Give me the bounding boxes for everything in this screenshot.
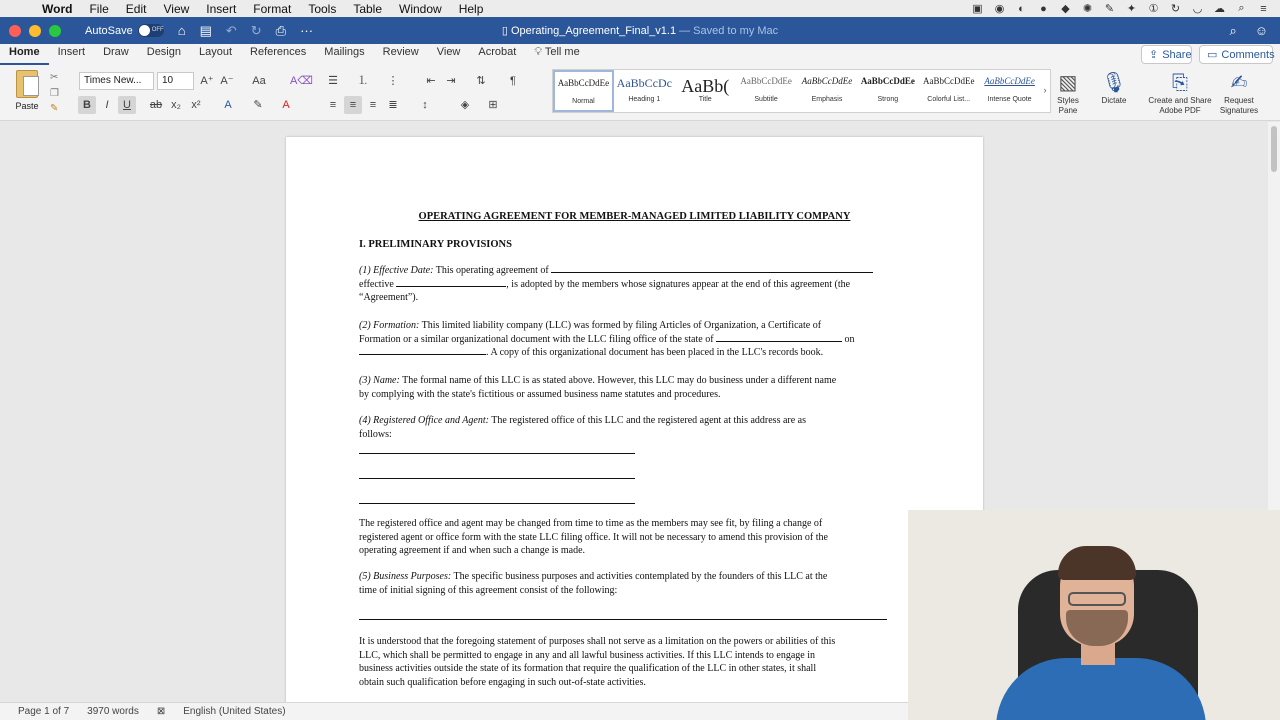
document-title [0, 24, 1280, 37]
tell-me-label: Tell me [544, 46, 580, 58]
wifi-icon[interactable]: ◡ [1192, 3, 1203, 15]
font-color-icon[interactable]: A [282, 99, 290, 111]
blank-line[interactable] [396, 278, 506, 287]
style-intense-quote[interactable] [979, 70, 1040, 112]
paragraph-formation [359, 319, 909, 360]
document-page[interactable] [286, 137, 983, 702]
para-label: (4) Registered Office and Agent: [359, 415, 489, 426]
style-preview: AaBb( [681, 76, 730, 96]
style-emphasis[interactable] [797, 70, 858, 112]
para-text: obtain such qualification before engaging in such out-of-state activities. [359, 676, 646, 688]
sync-icon[interactable]: ↻ [1170, 3, 1181, 15]
one-password-icon[interactable]: ① [1148, 3, 1159, 15]
style-preview: AaBbCcDc [616, 76, 672, 90]
wrench-icon[interactable]: ✎ [1104, 3, 1115, 15]
webcam-overlay [908, 510, 1280, 720]
document-heading: OPERATING AGREEMENT FOR MEMBER-MANAGED LIMITED LIABILITY COMPANY [418, 211, 851, 222]
decrease-indent-icon[interactable]: ⇤ [426, 75, 436, 87]
blank-line[interactable] [359, 503, 635, 504]
dictate-button[interactable] [1096, 70, 1132, 106]
font-name-value: Times New... [84, 75, 142, 86]
tab-layout[interactable]: Layout [199, 46, 233, 58]
underline-icon[interactable]: U [118, 96, 136, 114]
paragraph-effective-date [359, 264, 909, 305]
autosave-state: OFF [151, 27, 164, 33]
text-effects-icon[interactable]: A [224, 99, 232, 111]
share-icon: ⇪ [1149, 49, 1159, 61]
pdf-icon: ⎘ [1172, 72, 1188, 94]
menu-format[interactable]: Format [253, 1, 292, 16]
screen-record-icon[interactable]: ◉ [994, 3, 1005, 15]
comments-label: Comments [1221, 48, 1275, 61]
shrink-font-icon[interactable]: A⁻ [220, 75, 234, 87]
align-center-icon[interactable]: ≡ [344, 96, 362, 114]
para-text: effective [359, 278, 394, 290]
zoom-window-button[interactable] [49, 25, 61, 37]
para-text: time of initial signing of this agreement consist of the following: [359, 584, 618, 596]
paragraph-purpose-limitation [359, 635, 909, 689]
webcam-presenter-glasses [1068, 592, 1126, 606]
clear-formatting-icon[interactable]: A⌫ [290, 75, 313, 87]
ribbon-tabs [0, 44, 1280, 65]
undo-icon[interactable]: ↶ [225, 22, 237, 38]
minimize-window-button[interactable] [29, 25, 41, 37]
style-colorful-list[interactable] [918, 70, 979, 112]
format-painter-icon[interactable]: ✎ [50, 103, 59, 114]
request-signatures-button[interactable] [1217, 70, 1261, 116]
tab-view[interactable]: View [436, 46, 461, 58]
style-preview: AaBbCcDdEe [740, 76, 792, 86]
change-case-icon[interactable]: Aa [252, 75, 266, 87]
style-name: Strong [877, 96, 899, 103]
bullets-icon[interactable]: ☰ [328, 75, 338, 87]
para-label: (3) Name: [359, 375, 400, 386]
ribbon-home [0, 65, 1280, 121]
style-name: Title [698, 96, 712, 103]
increase-indent-icon[interactable]: ⇥ [446, 75, 456, 87]
style-preview: AaBbCcDdEe [860, 76, 915, 86]
paste-button[interactable] [8, 70, 46, 111]
para-text: This limited liability company (LLC) was formed by filing Articles of Organization, a Certificate of [421, 320, 822, 331]
numbering-icon[interactable]: ⒈ [357, 75, 369, 87]
style-name: Colorful List... [927, 96, 971, 103]
share-label: Share [1162, 48, 1192, 61]
menu-view[interactable]: View [163, 1, 190, 16]
chevron-right-icon[interactable]: › [1043, 85, 1047, 95]
tab-acrobat[interactable]: Acrobat [478, 46, 517, 58]
app-icon[interactable]: ◆ [1061, 3, 1070, 15]
bold-icon[interactable]: B [78, 96, 96, 114]
menu-table[interactable]: Table [353, 1, 383, 16]
tab-insert[interactable]: Insert [57, 46, 86, 58]
style-name: Intense Quote [987, 96, 1032, 103]
menu-edit[interactable]: Edit [125, 1, 147, 16]
para-text: by complying with the state's fictitious or assumed business name statutes and procedures. [359, 388, 721, 400]
para-text: The specific business purposes and activities contemplated by the founders of this LLC at the [453, 571, 828, 582]
highlight-icon[interactable]: ✎ [253, 99, 263, 111]
cut-icon[interactable]: ✂ [50, 72, 59, 83]
para-text: Formation or a similar organizational document with the LLC filing office of the state of [359, 333, 714, 345]
blank-line[interactable] [716, 333, 842, 342]
mac-menubar [0, 0, 1280, 17]
language-indicator[interactable]: English (United States) [183, 706, 286, 717]
font-size-value: 10 [162, 75, 174, 86]
autosave-toggle[interactable] [85, 24, 164, 37]
menu-tools[interactable]: Tools [308, 1, 337, 16]
style-name: Emphasis [811, 96, 843, 103]
para-text: on [844, 333, 855, 345]
para-text: The registered office and agent may be changed from time to time as the members may see fit, by filing a change of [359, 518, 823, 529]
tab-design[interactable]: Design [146, 46, 181, 58]
para-text: operating agreement if and when such a change is made. [359, 545, 586, 557]
borders-icon[interactable]: ⊞ [488, 99, 498, 111]
extension-icon[interactable]: ◐ [1018, 2, 1025, 15]
print-icon[interactable]: ⎙ [275, 22, 287, 38]
autosave-switch[interactable] [138, 24, 164, 37]
justify-icon[interactable]: ≣ [388, 99, 398, 111]
superscript-icon[interactable]: x² [191, 99, 201, 111]
paragraph-registered-office [359, 414, 909, 441]
tab-tell-me[interactable] [525, 44, 588, 65]
strikethrough-icon[interactable]: ab [149, 99, 163, 111]
paragraph-agent-change [359, 517, 909, 558]
document-icon: ▯ [501, 25, 508, 37]
style-name: Heading 1 [628, 96, 661, 103]
menu-window[interactable]: Window [399, 1, 442, 16]
blank-line[interactable] [359, 346, 486, 355]
tab-review[interactable]: Review [382, 46, 419, 58]
style-name: Normal [572, 98, 595, 105]
style-subtitle[interactable] [736, 70, 797, 112]
para-text: The formal name of this LLC is as stated above. However, this LLC may do business under a different name [402, 375, 837, 386]
para-label: (5) Business Purposes: [359, 571, 452, 582]
control-center-icon[interactable]: ≡ [1260, 2, 1267, 15]
dictate-label: Dictate [1101, 96, 1127, 105]
style-name: Subtitle [754, 96, 778, 103]
para-text: business activities outside the state of its formation that require the qualification of the LLC in other states, it shall [359, 663, 817, 675]
paste-label: Paste [15, 101, 39, 111]
style-preview: AaBbCcDdEe [557, 78, 610, 88]
camera-icon[interactable]: ▣ [972, 3, 983, 15]
para-text: “Agreement”). [359, 292, 419, 304]
page-count[interactable]: Page 1 of 7 [18, 706, 70, 717]
line-spacing-icon[interactable]: ↕ [422, 99, 428, 111]
style-preview: AaBbCcDdEe [801, 76, 853, 86]
document-name: Operating_Agreement_Final_v1.1 [510, 25, 677, 37]
close-window-button[interactable] [9, 25, 21, 37]
menu-file[interactable]: File [89, 1, 109, 16]
styles-pane-label: Styles Pane [1057, 96, 1079, 115]
menu-help[interactable]: Help [458, 1, 484, 16]
autosave-label: AutoSave [85, 24, 133, 37]
grammarly-icon[interactable]: ● [1040, 2, 1047, 15]
request-sig-label: Request Signatures [1219, 96, 1259, 115]
create-share-pdf-button[interactable] [1144, 70, 1216, 116]
tab-mailings[interactable]: Mailings [324, 46, 365, 58]
menu-app-word[interactable]: Word [42, 1, 73, 16]
gear-icon[interactable]: ✺ [1082, 3, 1093, 15]
styles-pane-button[interactable] [1054, 70, 1082, 116]
para-label: (2) Formation: [359, 320, 420, 331]
style-normal[interactable] [553, 70, 614, 112]
style-preview: AaBbCcDdEe [922, 76, 975, 86]
font-name-select[interactable] [79, 72, 154, 90]
clipboard-icon [16, 70, 38, 98]
tab-references[interactable]: References [250, 46, 307, 58]
para-text: This operating agreement of [435, 265, 549, 276]
more-icon[interactable]: ··· [300, 23, 314, 38]
comment-icon: ▭ [1207, 49, 1218, 61]
style-preview: AaBbCcDdEe [984, 76, 1035, 86]
menu-insert[interactable]: Insert [206, 1, 237, 16]
subscript-icon[interactable]: x₂ [171, 99, 181, 111]
search-icon[interactable]: ⌕ [1238, 2, 1245, 14]
blank-line[interactable] [359, 478, 635, 479]
italic-icon[interactable]: I [105, 99, 109, 111]
font-size-select[interactable] [157, 72, 194, 90]
pin-icon[interactable]: ✦ [1126, 3, 1137, 15]
microphone-icon: 🎙︎ [1101, 72, 1127, 94]
section-heading: I. PRELIMINARY PROVISIONS [359, 239, 512, 250]
para-text: The registered office of this LLC and the registered agent at this address are as [491, 415, 806, 426]
share-button[interactable] [1141, 45, 1192, 64]
tab-home[interactable]: Home [0, 44, 49, 65]
save-icon[interactable]: ▤ [199, 22, 212, 38]
para-text: , is adopted by the members whose signatures appear at the end of this agreement (the [506, 278, 851, 290]
webcam-presenter-hair [1058, 546, 1136, 580]
style-strong[interactable] [857, 70, 918, 112]
paragraph-name [359, 374, 909, 401]
search-icon[interactable]: ⌕ [1229, 22, 1237, 38]
align-left-icon[interactable]: ≡ [329, 99, 337, 111]
lightbulb-icon: 💡︎ [534, 46, 543, 58]
para-text: . A copy of this organizational document has been placed in the LLC's records book. [486, 347, 824, 359]
tab-draw[interactable]: Draw [103, 46, 129, 58]
cloud-icon[interactable]: ☁ [1214, 3, 1225, 15]
para-text: registered agent or office form with the state LLC filing office. It will not be necessary to amend this provision of the [359, 531, 828, 543]
blank-line[interactable] [551, 264, 873, 273]
show-formatting-icon[interactable]: ¶ [510, 75, 516, 87]
blank-line[interactable] [359, 453, 635, 454]
para-text: follows: [359, 428, 392, 440]
align-right-icon[interactable]: ≡ [369, 99, 377, 111]
signature-icon: ✍︎ [1230, 72, 1248, 94]
redo-icon[interactable]: ↻ [250, 22, 262, 38]
account-icon[interactable]: ☺ [1254, 22, 1268, 38]
para-text: LLC, which shall be permitted to engage in any and all lawful business activities. If this LLC intends to engage in [359, 649, 816, 661]
grow-font-icon[interactable]: A⁺ [200, 75, 214, 87]
save-status: — Saved to my Mac [679, 25, 779, 37]
comments-button[interactable] [1199, 45, 1273, 64]
create-share-label: Create and Share Adobe PDF [1148, 96, 1212, 115]
word-count[interactable]: 3970 words [87, 706, 139, 717]
copy-icon[interactable]: ❐ [50, 88, 59, 99]
para-label: (1) Effective Date: [359, 265, 434, 276]
paragraph-business-purposes [359, 570, 909, 597]
window-titlebar [0, 17, 1280, 44]
scrollbar-thumb[interactable] [1271, 126, 1277, 172]
para-text: It is understood that the foregoing statement of purposes shall not serve as a limitation on the powers or abilities of this [359, 636, 836, 647]
shading-icon[interactable]: ◈ [460, 99, 470, 111]
style-title[interactable] [675, 70, 736, 112]
home-icon[interactable]: ⌂ [177, 23, 186, 38]
styles-gallery [552, 69, 1051, 113]
styles-pane-icon: ▧ [1058, 72, 1078, 94]
proofing-icon[interactable]: ⊠ [156, 706, 166, 717]
blank-line[interactable] [359, 619, 887, 620]
sort-icon[interactable]: ⇅ [476, 75, 486, 87]
multilevel-list-icon[interactable]: ⋮ [387, 75, 399, 87]
style-heading-1[interactable] [614, 70, 675, 112]
